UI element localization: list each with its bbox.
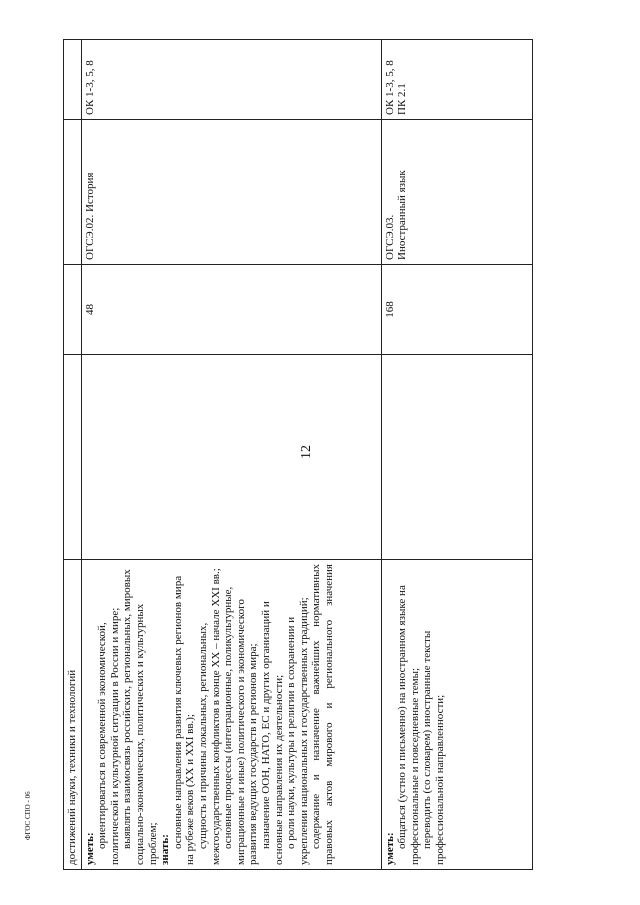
hours-cell: 48: [81, 265, 381, 355]
list-item: основные направления развития ключевых регионов мира на рубеже веков (XX и XXI вв.);: [171, 575, 197, 865]
requirements-cell: [381, 560, 532, 870]
list-item: сущность и причины локальных, региональных, межгосударственных конфликтов в конце XX – начале XXI вв.;: [196, 568, 222, 865]
codes-line: ПК 2.1: [396, 83, 409, 115]
discipline-code: ОГСЭ.03.: [383, 214, 396, 260]
rotated-table-container: [63, 40, 533, 870]
umet-label: уметь:: [383, 832, 396, 865]
competency-table: [63, 39, 533, 870]
list-item: общаться (устно и письменно) на иностранном языке на профессиональные и повседневные темы;: [396, 585, 421, 865]
page-number: 12: [299, 445, 314, 459]
discipline-cell: [381, 120, 532, 265]
competency-codes-cell: [381, 40, 532, 120]
empty-cell: [381, 355, 532, 560]
competency-codes-cell: ОК 1-3, 5, 8: [81, 40, 381, 120]
table-row-history: [81, 40, 381, 870]
table-row: [64, 40, 82, 870]
discipline-name: Иностранный язык: [396, 170, 409, 260]
list-item: переводить (со словарем) иностранные тексты профессиональной направленности;: [421, 630, 446, 865]
list-item: назначение ООН, НАТО, ЕС и других организаций и основные направления их деятельности;: [259, 601, 285, 865]
list-item: содержание и назначение важнейших нормативных правовых актов мирового и регионального значения: [310, 564, 335, 865]
footer-label: ФГОС СПО - 06: [24, 791, 32, 840]
list-item: о роли науки, культуры и религии в сохранении и укреплении национальных и государственных традиций;: [285, 597, 310, 865]
list-item: ориентироваться в современной экономической, политической и культурной ситуации в России и мире;: [96, 607, 121, 865]
empty-cell: [81, 355, 381, 560]
list-item: выявлять взаимосвязь российских, региональных, мировых социально-экономических, политических и культурных проблем;: [121, 569, 159, 865]
table-row-foreign-language: [381, 40, 532, 870]
list-item: основные процессы (интеграционные, поликультурные, миграционные и иные) политического и экономического развития ведущих государств и регионов мира;: [222, 586, 260, 865]
requirements-cell: [81, 560, 381, 870]
hours-cell: 168: [381, 265, 532, 355]
znat-label: знать:: [159, 834, 172, 865]
codes-line: ОК 1-3, 5, 8: [383, 60, 396, 115]
top-line-cell: достижений науки, техники и технологий: [64, 560, 82, 870]
umet-label: уметь:: [83, 832, 96, 865]
discipline-cell: ОГСЭ.02. История: [81, 120, 381, 265]
